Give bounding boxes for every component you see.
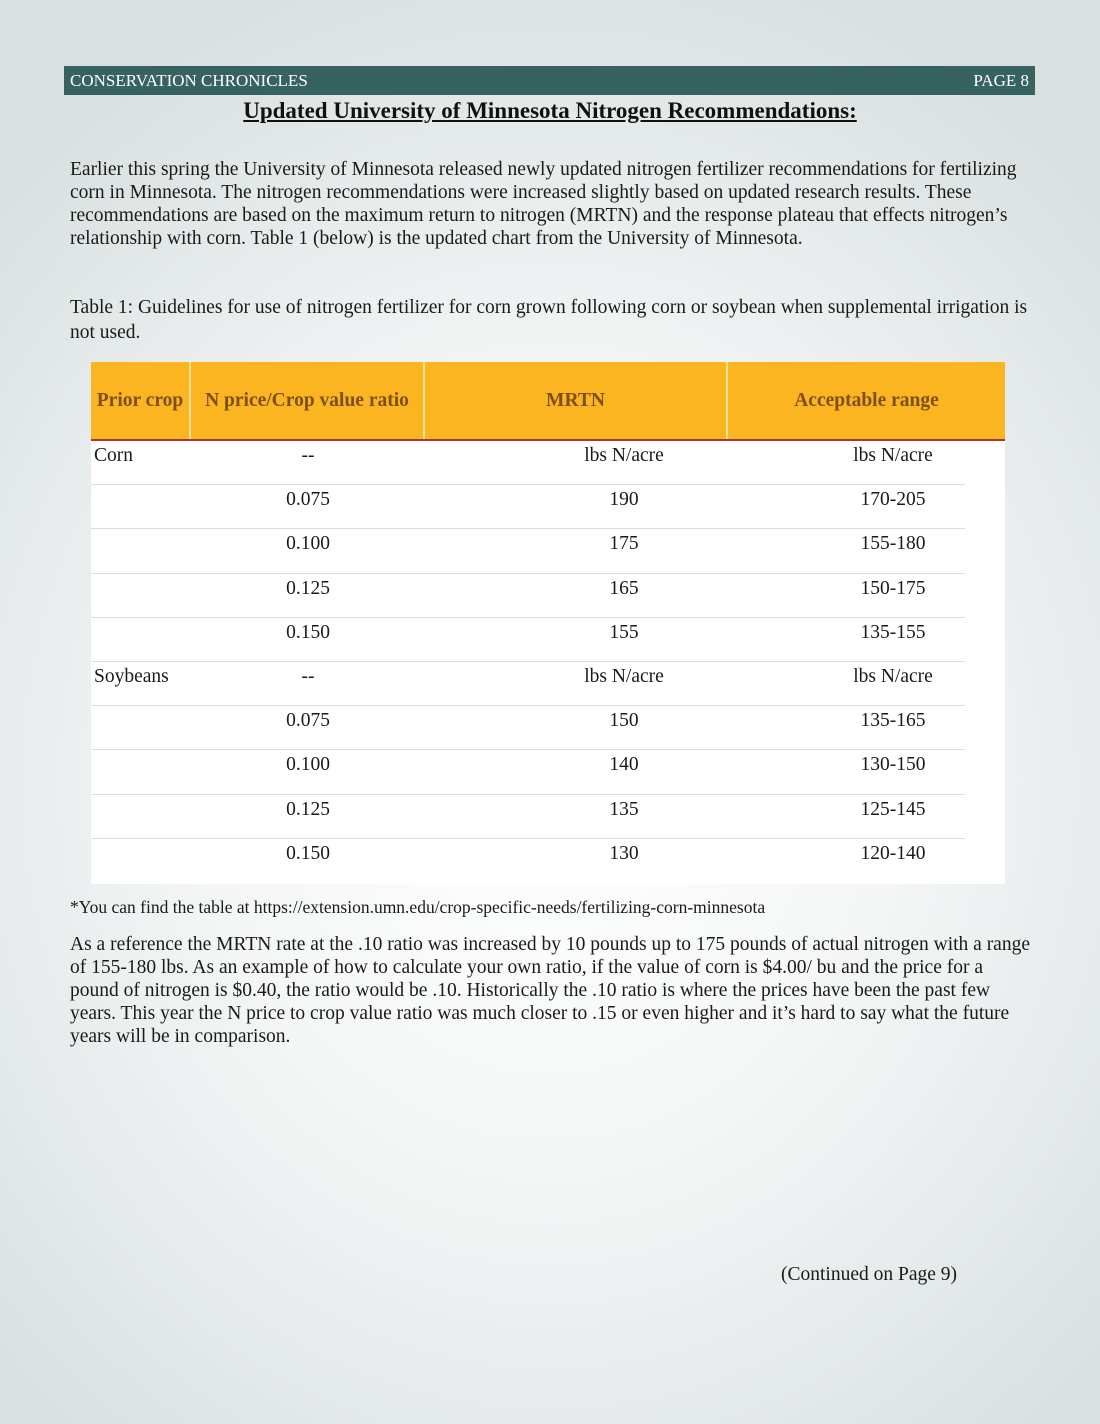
table-row: [91, 529, 965, 573]
cell-ratio: 0.150: [286, 621, 330, 643]
cell-acceptable-range: lbs N/acre: [853, 665, 933, 687]
cell-mrtn: lbs N/acre: [584, 445, 664, 466]
cell-ratio: 0.150: [286, 842, 330, 864]
cell-ratio: 0.100: [286, 754, 330, 776]
cell-mrtn: 165: [609, 577, 639, 599]
table-row: [91, 618, 965, 662]
cell-acceptable-range: 135-155: [860, 621, 926, 643]
body-paragraph: As a reference the MRTN rate at the .10 ratio was increased by 10 pounds up to 175 pounds of actual nitrogen with a range of 155-180 lbs. As an example of how to calculate your own ratio, if the value of corn is $4.00/ bu and the price for a pound of nitrogen is $0.40, the ratio would be .10. Historically the .10 ratio is where the prices have been the past few years. This year the N price to crop value ratio was much closer to .15 or even higher and it’s hard to say what the future years will be in comparison.: [70, 934, 1030, 1047]
table-header-row: [91, 362, 1005, 441]
cell-acceptable-range: 155-180: [860, 533, 926, 555]
cell-ratio: 0.075: [286, 489, 330, 511]
cell-acceptable-range: lbs N/acre: [853, 445, 933, 466]
table-caption: Table 1: Guidelines for use of nitrogen fertilizer for corn grown following corn or soybean when supplemental irrigation is not used.: [70, 297, 1028, 343]
page-number: PAGE 8: [973, 70, 1029, 90]
cell-acceptable-range: 125-145: [860, 798, 926, 820]
cell-ratio: 0.125: [286, 798, 330, 820]
table-row: [91, 706, 965, 750]
table-row: [91, 795, 965, 839]
cell-mrtn: lbs N/acre: [584, 665, 664, 687]
cell-mrtn: 175: [609, 533, 639, 555]
cell-ratio: --: [301, 665, 315, 687]
continued-note: (Continued on Page 9): [781, 1264, 958, 1285]
cell-acceptable-range: 120-140: [860, 842, 926, 864]
source-note: *You can find the table at https://extension.umn.edu/crop-specific-needs/fertilizing-corn-minnesota: [70, 897, 766, 917]
cell-mrtn: 130: [609, 842, 639, 864]
cell-ratio: 0.125: [286, 577, 330, 599]
nitrogen-table: [91, 362, 1005, 884]
cell-mrtn: 190: [609, 489, 639, 511]
intro-paragraph: Earlier this spring the University of Minnesota released newly updated nitrogen fertilizer recommendations for fertilizing corn in Minnesota. The nitrogen recommendations were increased slightly based on updated research results. These recommendations are based on the maximum return to nitrogen (MRTN) and the response plateau that effects nitrogen’s relationship with corn. Table 1 (below) is the updated chart from the University of Minnesota.: [70, 159, 1017, 249]
table-row: [91, 750, 965, 794]
cell-acceptable-range: 170-205: [860, 489, 926, 511]
cell-ratio: 0.100: [286, 533, 330, 555]
header-mrtn: MRTN: [425, 362, 728, 439]
cell-prior-crop: Soybeans: [94, 665, 169, 687]
table-row: [91, 662, 965, 706]
cell-acceptable-range: 135-165: [860, 710, 926, 732]
header-acceptable-range: Acceptable range: [794, 390, 939, 411]
cell-mrtn: 155: [609, 621, 639, 643]
cell-mrtn: 150: [609, 710, 639, 732]
table-row: [91, 574, 965, 618]
table-body: [91, 441, 1005, 883]
cell-prior-crop: Corn: [94, 445, 133, 466]
header-ratio: N price/Crop value ratio: [191, 362, 425, 439]
publication-name: CONSERVATION CHRONICLES: [70, 70, 308, 90]
cell-ratio: 0.075: [286, 710, 330, 732]
newsletter-header-bar: [64, 66, 1035, 95]
cell-mrtn: 140: [609, 754, 639, 776]
table-row: [91, 441, 965, 485]
cell-ratio: --: [301, 445, 315, 466]
table-row: [91, 839, 965, 883]
cell-acceptable-range: 130-150: [860, 754, 926, 776]
table-row: [91, 485, 965, 529]
cell-acceptable-range: 150-175: [860, 577, 926, 599]
header-prior-crop: Prior crop: [91, 362, 191, 439]
article-title: Updated University of Minnesota Nitrogen Recommendations:: [243, 98, 857, 123]
cell-mrtn: 135: [609, 798, 639, 820]
